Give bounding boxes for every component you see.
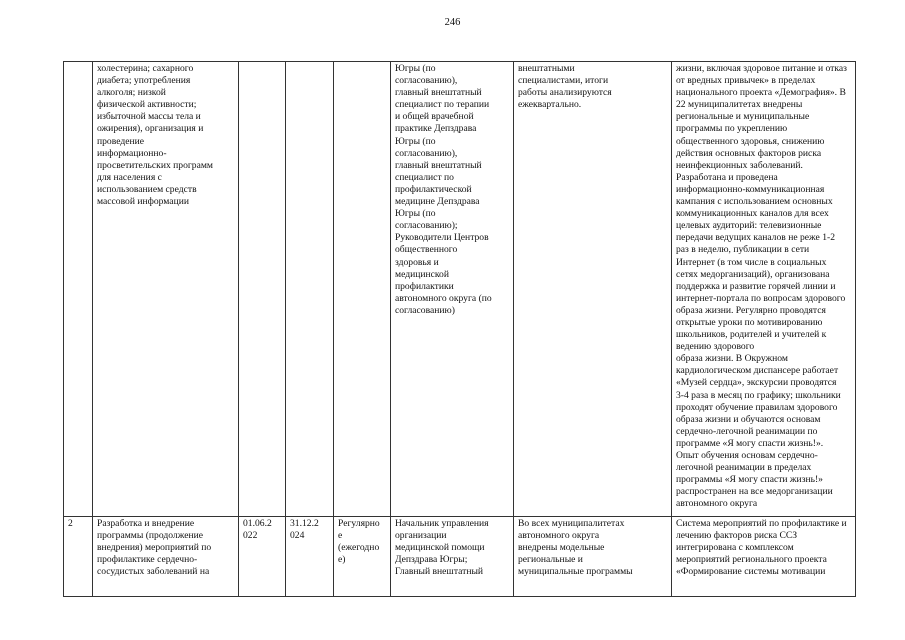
measures-table xyxy=(63,61,856,597)
end-date-cell: 31.12.2 024 xyxy=(286,517,334,597)
responsible-cell: Начальник управления организации медицинской помощи Депздрава Югры; Главный внештатный xyxy=(391,517,514,597)
activity-cell: Разработка и внедрение программы (продолжение внедрения) мероприятий по профилактике сердечно- сосудистых заболеваний на xyxy=(93,517,239,597)
start-date-cell xyxy=(239,62,286,517)
row-number-cell xyxy=(64,62,93,517)
page-bottom-margin xyxy=(0,598,905,640)
activity-cell: холестерина; сахарного диабета; употребления алкоголя; низкой физической активности; избыточной массы тела и ожирения), организация и проведение информационно- просветительских программ для населения с использованием средств массовой информации xyxy=(93,62,239,517)
responsible-cell: Югры (по согласованию), главный внештатный специалист по терапии и общей врачебной практике Депздрава Югры (по согласованию), главный внештатный специалист по профилактической медицине Депздрава Югры (по согласованию); Руководители Центров общественного здоровья и медицинской профилактики автономного округа (по согласованию) xyxy=(391,62,514,517)
table-row xyxy=(64,517,856,597)
frequency-cell xyxy=(334,62,391,517)
notes-cell: Система мероприятий по профилактике и лечению факторов риска ССЗ интегрирована с комплексом мероприятий регионального проекта «Формирование системы мотивации xyxy=(672,517,856,597)
result-cell: Во всех муниципалитетах автономного округа внедрены модельные региональные и муниципальные программы xyxy=(514,517,672,597)
start-date-cell: 01.06.2 022 xyxy=(239,517,286,597)
notes-cell: жизни, включая здоровое питание и отказ от вредных привычек» в пределах национального проекта «Демография». В 22 муниципалитетах внедрены региональные и муниципальные программы по укреплению общественного здоровья, снижению действия основных факторов риска неинфекционных заболеваний. Разработана и проведена информационно-коммуникационная кампания с использованием основных коммуникационных каналов для всех целевых аудиторий: телевизионные передачи ведущих каналов не реже 1-2 раз в неделю, публикации в сети Интернет (в том числе в социальных сетях медорганизаций), организована поддержка и развитие горячей линии и интернет-портала по вопросам здорового образа жизни. Регулярно проводятся открытые уроки по мотивированию школьников, родителей и учителей к ведению здорового образа жизни. В Окружном кардиологическом диспансере работает «Музей сердца», экскурсии проводятся 3-4 раза в месяц по графику; школьники проходят обучение правилам здорового образа жизни и обучаются основам сердечно-легочной реанимации по программе «Я могу спасти жизнь!». Опыт обучения основам сердечно- легочной реанимации в пределах программы «Я могу спасти жизнь!» распространен на все медорганизации автономного округа xyxy=(672,62,856,517)
row-number-cell: 2 xyxy=(64,517,93,597)
end-date-cell xyxy=(286,62,334,517)
table-row xyxy=(64,62,856,517)
page-number: 246 xyxy=(444,17,461,28)
frequency-cell: Регулярно е (ежегодно е) xyxy=(334,517,391,597)
result-cell: внештатными специалистами, итоги работы анализируются ежеквартально. xyxy=(514,62,672,517)
